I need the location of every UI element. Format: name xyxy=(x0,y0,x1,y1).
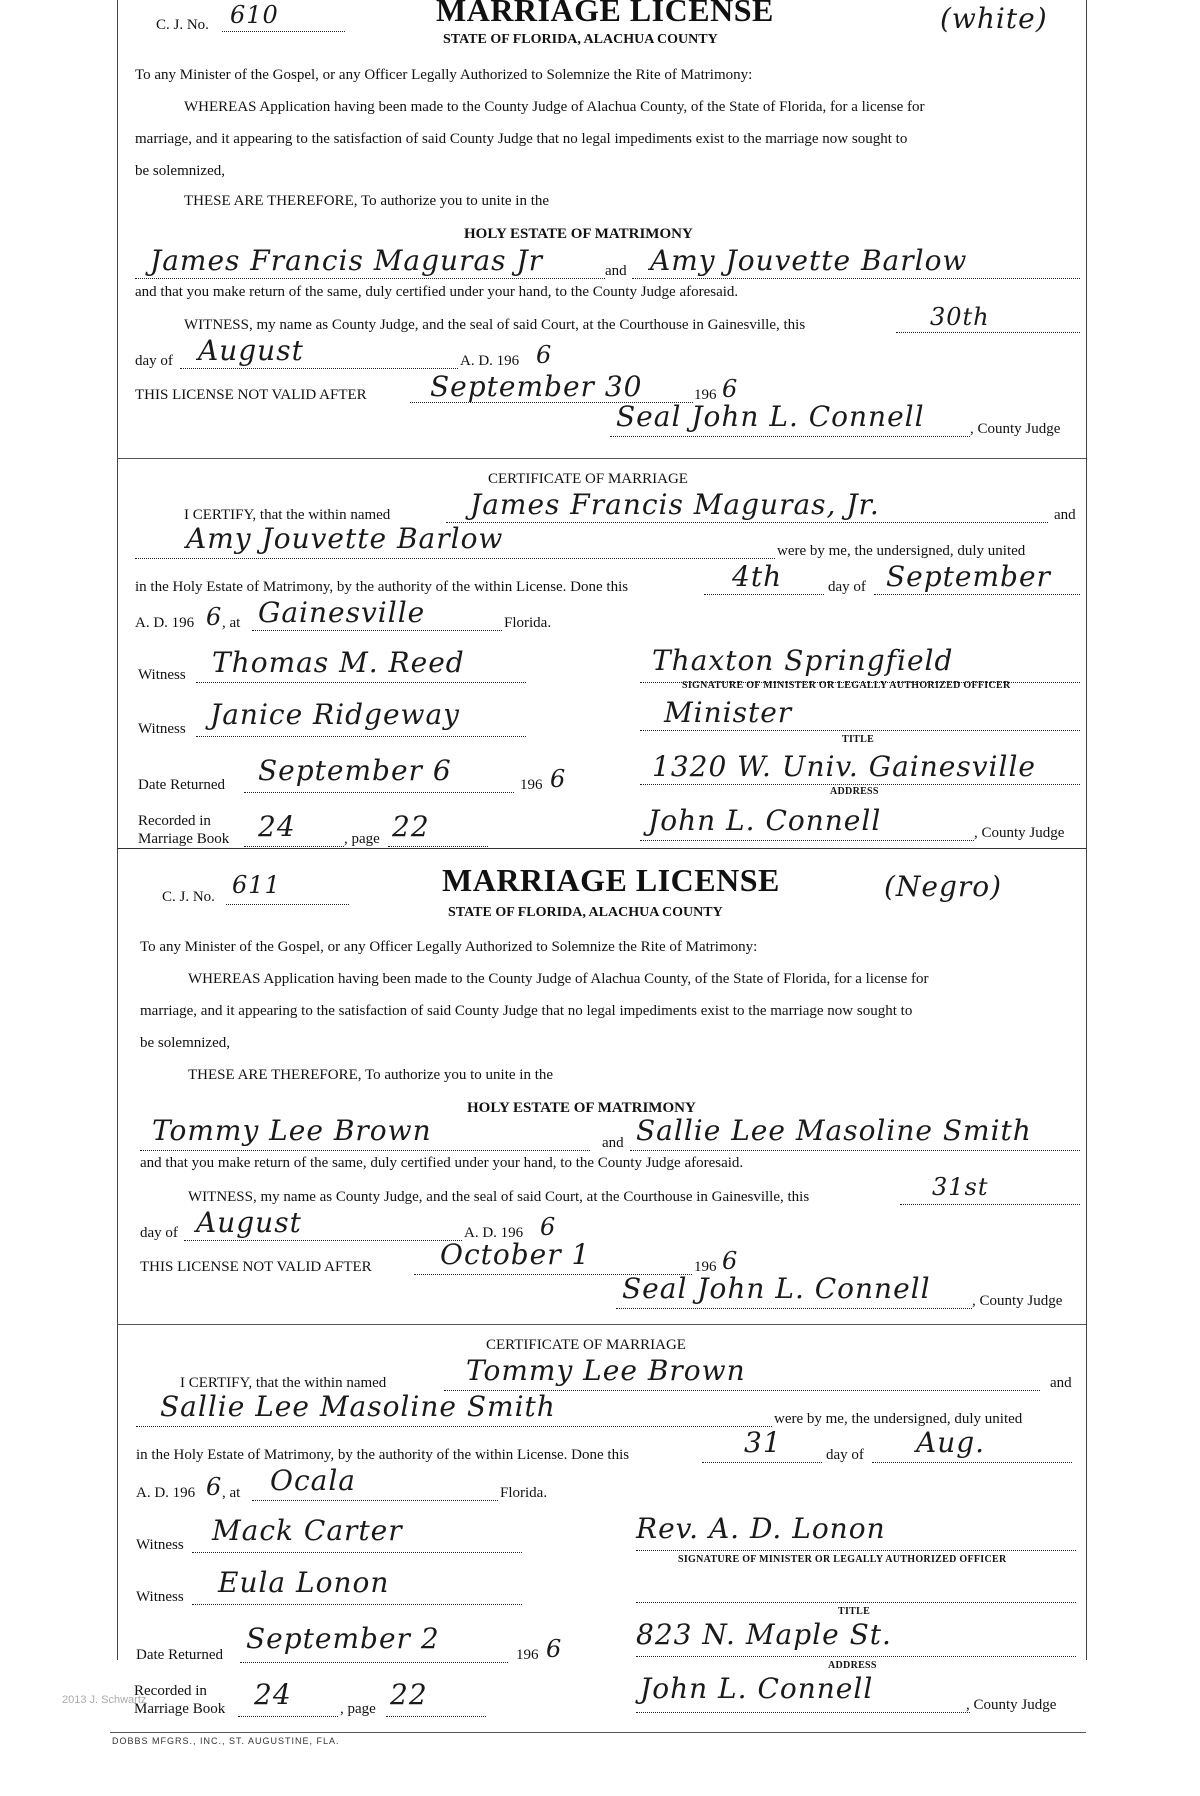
license-subtitle: STATE OF FLORIDA, ALACHUA COUNTY xyxy=(448,905,723,920)
page-label: , page xyxy=(344,831,380,847)
groom-name: James Francis Maguras Jr xyxy=(150,244,544,277)
not-valid-date: October 1 xyxy=(440,1238,591,1271)
return-line: and that you make return of the same, duly certified under your hand, to the County Judge aforesaid. xyxy=(135,284,739,300)
title-caption: TITLE xyxy=(838,1606,871,1617)
witness-label-2: Witness xyxy=(136,1589,184,1605)
done-month: September xyxy=(886,560,1051,593)
watermark: 2013 J. Schwartz xyxy=(62,1694,147,1706)
license-title: MARRIAGE LICENSE xyxy=(442,862,780,898)
returned-year-label: 196 xyxy=(520,777,543,793)
whereas-line-1: WHEREAS Application having been made to the County Judge of Alachua County, of the State of Florida, for a license for xyxy=(188,971,929,987)
ad-year-digit: 6 xyxy=(206,1473,223,1501)
witness-1-name: Mack Carter xyxy=(212,1514,403,1547)
ad-label: A. D. 196 xyxy=(136,1485,196,1501)
license-year-digit: 6 xyxy=(540,1213,557,1241)
date-returned: September 6 xyxy=(258,754,452,787)
address-caption: ADDRESS xyxy=(830,786,879,797)
signature-caption: SIGNATURE OF MINISTER OR LEGALLY AUTHORIZED OFFICER xyxy=(682,680,1011,691)
whereas-line-3: be solemnized, xyxy=(140,1035,230,1051)
county-judge-label: , County Judge xyxy=(974,825,1065,841)
certificate-judge-signature: John L. Connell xyxy=(648,804,882,837)
holy-estate-heading: HOLY ESTATE OF MATRIMONY xyxy=(464,226,693,242)
recorded-in-label: Recorded in xyxy=(138,813,211,829)
certificate-person-2: Amy Jouvette Barlow xyxy=(186,522,504,555)
witness-label-2: Witness xyxy=(138,721,186,737)
certificate-person-2: Sallie Lee Masoline Smith xyxy=(160,1390,556,1423)
ceremony-place: Gainesville xyxy=(258,596,426,629)
united-label: were by me, the undersigned, duly united xyxy=(774,1411,1023,1427)
officer-title: Minister xyxy=(664,696,793,729)
race-note: (white) xyxy=(940,2,1048,35)
witness-2-name: Eula Lonon xyxy=(218,1566,390,1599)
holy-estate-line: in the Holy Estate of Matrimony, by the authority of the within License. Done this xyxy=(135,579,629,595)
cj-label: C. J. No. xyxy=(156,17,209,33)
united-label: were by me, the undersigned, duly united xyxy=(777,543,1026,559)
left-border xyxy=(117,0,118,1660)
day-of-label: day of xyxy=(828,579,866,595)
whereas-line-1: WHEREAS Application having been made to the County Judge of Alachua County, of the State of Florida, for a license for xyxy=(184,99,925,115)
at-label: , at xyxy=(222,615,241,631)
license-judge-signature: Seal John L. Connell xyxy=(616,400,925,433)
license-year-digit: 6 xyxy=(536,341,553,369)
ad-label: A. D. 196 xyxy=(464,1225,524,1241)
license-month: August xyxy=(198,334,304,367)
officer-signature: Thaxton Springfield xyxy=(652,644,954,677)
day-of-label: day of xyxy=(140,1225,178,1241)
ceremony-place: Ocala xyxy=(270,1464,356,1497)
certificate-judge-signature: John L. Connell xyxy=(640,1672,874,1705)
at-label: , at xyxy=(222,1485,241,1501)
day-of-label: day of xyxy=(826,1447,864,1463)
florida-label: Florida. xyxy=(500,1485,548,1501)
certify-label: I CERTIFY, that the within named xyxy=(180,1375,387,1391)
county-judge-label: , County Judge xyxy=(966,1697,1057,1713)
and-label: and xyxy=(605,263,627,279)
witness-day: 31st xyxy=(932,1173,989,1201)
returned-year-digit: 6 xyxy=(550,765,567,793)
witness-line: WITNESS, my name as County Judge, and the seal of said Court, at the Courthouse in Gainesville, this xyxy=(188,1189,810,1205)
bride-name: Amy Jouvette Barlow xyxy=(650,244,968,277)
done-day: 31 xyxy=(744,1426,782,1459)
race-note: (Negro) xyxy=(884,870,1003,903)
groom-name: Tommy Lee Brown xyxy=(152,1114,432,1147)
done-month: Aug. xyxy=(916,1426,986,1459)
ad-year-digit: 6 xyxy=(206,603,223,631)
cj-number: 611 xyxy=(232,871,281,899)
and-label: and xyxy=(1050,1375,1072,1391)
date-returned-label: Date Returned xyxy=(136,1647,224,1663)
license-month: August xyxy=(196,1206,302,1239)
date-returned: September 2 xyxy=(246,1622,440,1655)
return-line: and that you make return of the same, duly certified under your hand, to the County Judge aforesaid. xyxy=(140,1155,744,1171)
right-border xyxy=(1086,0,1087,1660)
certificate-title: CERTIFICATE OF MARRIAGE xyxy=(488,471,688,487)
book-number: 24 xyxy=(258,810,296,843)
returned-year-label: 196 xyxy=(516,1647,539,1663)
bottom-border xyxy=(110,1732,1086,1733)
witness-label-1: Witness xyxy=(136,1537,184,1553)
witness-label-1: Witness xyxy=(138,667,186,683)
date-returned-label: Date Returned xyxy=(138,777,226,793)
cj-label: C. J. No. xyxy=(162,889,215,905)
page-number: 22 xyxy=(390,1678,428,1711)
county-judge-label: , County Judge xyxy=(970,421,1061,437)
printer-imprint: DOBBS MFGRS., INC., ST. AUGUSTINE, FLA. xyxy=(112,1736,340,1746)
recorded-in-label: Recorded in xyxy=(134,1683,207,1699)
marriage-book-label: Marriage Book xyxy=(138,831,230,847)
certificate-person-1: Tommy Lee Brown xyxy=(466,1354,746,1387)
address-line: To any Minister of the Gospel, or any Officer Legally Authorized to Solemnize the Rite of Matrimony: xyxy=(140,939,758,955)
holy-estate-heading: HOLY ESTATE OF MATRIMONY xyxy=(467,1100,696,1116)
day-of-label: day of xyxy=(135,353,173,369)
witness-line: WITNESS, my name as County Judge, and the seal of said Court, at the Courthouse in Gainesville, this xyxy=(184,317,806,333)
address-caption: ADDRESS xyxy=(828,1660,877,1671)
returned-year-digit: 6 xyxy=(546,1635,563,1663)
whereas-line-2: marriage, and it appearing to the satisfaction of said County Judge that no legal impediments exist to the marriage now sought to xyxy=(140,1003,913,1019)
and-label: and xyxy=(602,1135,624,1151)
not-valid-date: September 30 xyxy=(430,370,643,403)
certify-label: I CERTIFY, that the within named xyxy=(184,507,391,523)
florida-label: Florida. xyxy=(504,615,552,631)
ad-label: A. D. 196 xyxy=(135,615,195,631)
county-judge-label: , County Judge xyxy=(972,1293,1063,1309)
address-line: To any Minister of the Gospel, or any Officer Legally Authorized to Solemnize the Rite of Matrimony: xyxy=(135,67,753,83)
therefore-line: THESE ARE THEREFORE, To authorize you to unite in the xyxy=(184,193,550,209)
officer-signature: Rev. A. D. Lonon xyxy=(636,1512,886,1545)
and-label: and xyxy=(1054,507,1076,523)
not-valid-year-label: 196 xyxy=(694,1259,717,1275)
not-valid-label: THIS LICENSE NOT VALID AFTER xyxy=(135,387,367,403)
officer-address: 1320 W. Univ. Gainesville xyxy=(652,750,1036,783)
ad-label: A. D. 196 xyxy=(460,353,520,369)
book-number: 24 xyxy=(254,1678,292,1711)
marriage-book-label: Marriage Book xyxy=(134,1701,226,1717)
license-judge-signature: Seal John L. Connell xyxy=(622,1272,931,1305)
therefore-line: THESE ARE THEREFORE, To authorize you to unite in the xyxy=(188,1067,554,1083)
license-subtitle: STATE OF FLORIDA, ALACHUA COUNTY xyxy=(443,32,718,47)
not-valid-year-label: 196 xyxy=(694,387,717,403)
page-number: 22 xyxy=(392,810,430,843)
certificate-person-1: James Francis Maguras, Jr. xyxy=(470,488,880,521)
section-divider-3 xyxy=(117,1324,1086,1325)
section-divider-1 xyxy=(117,458,1086,459)
section-divider-2 xyxy=(117,848,1086,849)
not-valid-year-digit: 6 xyxy=(722,375,739,403)
certificate-title: CERTIFICATE OF MARRIAGE xyxy=(486,1337,686,1353)
page-label: , page xyxy=(340,1701,376,1717)
not-valid-label: THIS LICENSE NOT VALID AFTER xyxy=(140,1259,372,1275)
title-caption: TITLE xyxy=(842,734,875,745)
officer-address: 823 N. Maple St. xyxy=(636,1618,892,1651)
witness-1-name: Thomas M. Reed xyxy=(212,646,465,679)
cj-number: 610 xyxy=(230,1,279,29)
whereas-line-3: be solemnized, xyxy=(135,163,225,179)
license-title: MARRIAGE LICENSE xyxy=(436,0,774,28)
witness-day: 30th xyxy=(930,303,990,331)
whereas-line-2: marriage, and it appearing to the satisfaction of said County Judge that no legal impediments exist to the marriage now sought to xyxy=(135,131,908,147)
witness-2-name: Janice Ridgeway xyxy=(210,698,460,731)
not-valid-year-digit: 6 xyxy=(722,1247,739,1275)
done-day: 4th xyxy=(732,560,783,593)
signature-caption: SIGNATURE OF MINISTER OR LEGALLY AUTHORIZED OFFICER xyxy=(678,1554,1007,1565)
holy-estate-line: in the Holy Estate of Matrimony, by the authority of the within License. Done this xyxy=(136,1447,630,1463)
bride-name: Sallie Lee Masoline Smith xyxy=(636,1114,1032,1147)
